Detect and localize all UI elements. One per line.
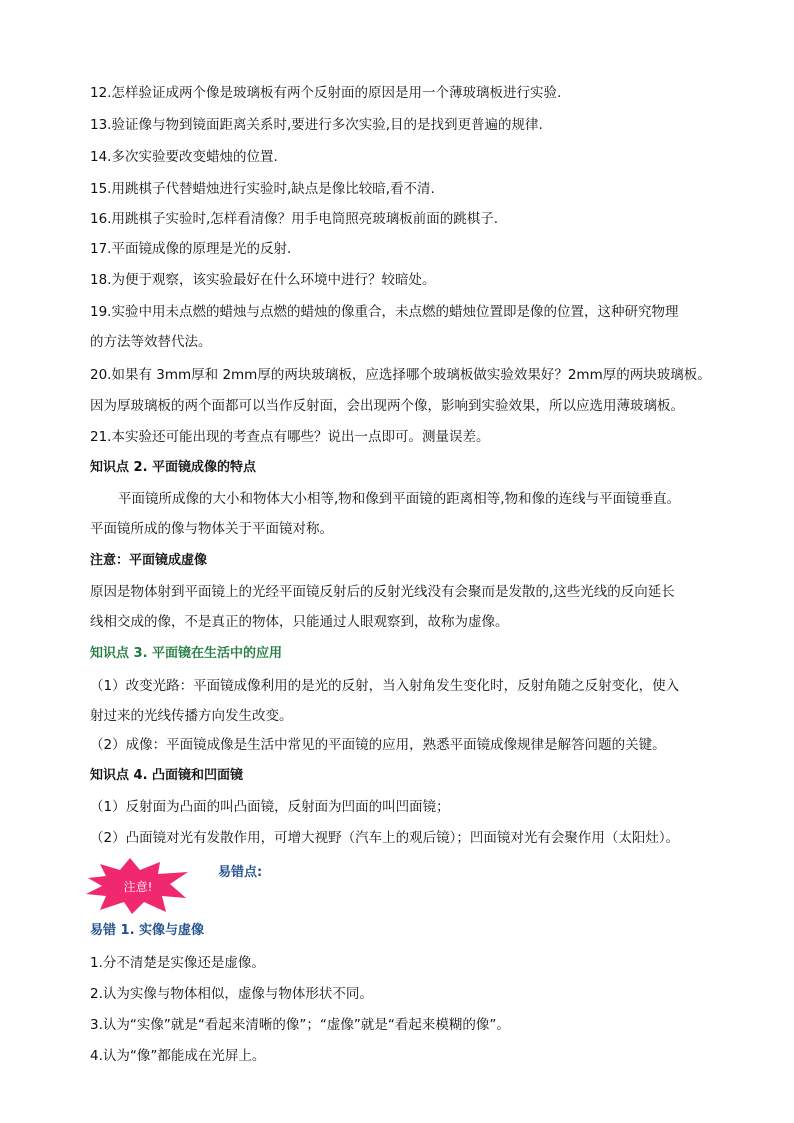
kp4-item-2: （2）凸面镜对光有发散作用，可增大视野（汽车上的观后镜）；凹面镜对光有会聚作用（太阳灶）。 — [90, 830, 680, 846]
err1-item-4: 4.认为“像”都能成在光屏上。 — [90, 1048, 266, 1064]
line-19b: 的方法等效替代法。 — [90, 334, 212, 350]
note-paragraph-1: 原因是物体射到平面镜上的光经平面镜反射后的反射光线没有会聚而是发散的,这些光线的反向延长 — [90, 584, 675, 600]
note-heading: 注意：平面镜成虚像 — [90, 553, 208, 568]
kp3-item-1a: （1）改变光路：平面镜成像利用的是光的反射，当入射角发生变化时，反射角随之反射变化，使入 — [90, 678, 680, 694]
line-16: 16.用跳棋子实验时,怎样看清像？用手电筒照亮玻璃板前面的跳棋子. — [90, 211, 499, 227]
kp2-paragraph-2: 平面镜所成的像与物体关于平面镜对称。 — [90, 521, 333, 537]
line-15: 15.用跳棋子代替蜡烛进行实验时,缺点是像比较暗,看不清. — [90, 181, 435, 197]
kp3-item-1b: 射过来的光线传播方向发生改变。 — [90, 708, 293, 724]
line-17: 17.平面镜成像的原理是光的反射. — [90, 241, 292, 257]
line-13: 13.验证像与物到镜面距离关系时,要进行多次实验,目的是找到更普遍的规律. — [90, 117, 543, 133]
attention-burst-icon — [86, 858, 190, 914]
error-prone-label: 易错点: — [218, 865, 263, 880]
kp2-heading: 知识点 2. 平面镜成像的特点 — [90, 460, 257, 475]
line-18: 18.为便于观察，该实验最好在什么环境中进行？较暗处。 — [90, 272, 436, 288]
err1-item-2: 2.认为实像与物体相似，虚像与物体形状不同。 — [90, 986, 373, 1002]
line-20b: 因为厚玻璃板的两个面都可以当作反射面，会出现两个像，影响到实验效果，所以应选用薄玻璃板。 — [90, 398, 684, 414]
err1-item-1: 1.分不清楚是实像还是虚像。 — [90, 955, 265, 971]
kp4-item-1: （1）反射面为凸面的叫凸面镜，反射面为凹面的叫凹面镜； — [90, 799, 450, 815]
line-20a: 20.如果有 3mm厚和 2mm厚的两块玻璃板，应选择哪个玻璃板做实验效果好？2mm厚的两块玻璃板。 — [90, 367, 711, 383]
err1-item-3: 3.认为“实像”就是“看起来清晰的像”；“虚像”就是“看起来模糊的像”。 — [90, 1017, 510, 1033]
err1-heading: 易错 1. 实像与虚像 — [90, 923, 205, 938]
line-14: 14.多次实验要改变蜡烛的位置. — [90, 149, 278, 165]
line-21: 21.本实验还可能出现的考查点有哪些？说出一点即可。测量误差。 — [90, 429, 490, 445]
line-12: 12.怎样验证成两个像是玻璃板有两个反射面的原因是用一个薄玻璃板进行实验. — [90, 85, 562, 101]
kp3-item-2: （2）成像：平面镜成像是生活中常见的平面镜的应用，熟悉平面镜成像规律是解答问题的关键。 — [90, 737, 666, 753]
note-paragraph-2: 线相交成的像，不是真正的物体，只能通过人眼观察到，故称为虚像。 — [90, 614, 509, 630]
attention-badge-text: 注意! — [123, 880, 153, 894]
kp3-heading: 知识点 3. 平面镜在生活中的应用 — [90, 646, 283, 661]
kp4-heading: 知识点 4. 凸面镜和凹面镜 — [90, 768, 244, 783]
line-19a: 19.实验中用未点燃的蜡烛与点燃的蜡烛的像重合，未点燃的蜡烛位置即是像的位置，这种研究物理 — [90, 304, 679, 320]
kp2-paragraph-1: 平面镜所成像的大小和物体大小相等,物和像到平面镜的距离相等,物和像的连线与平面镜垂直。 — [118, 491, 681, 507]
